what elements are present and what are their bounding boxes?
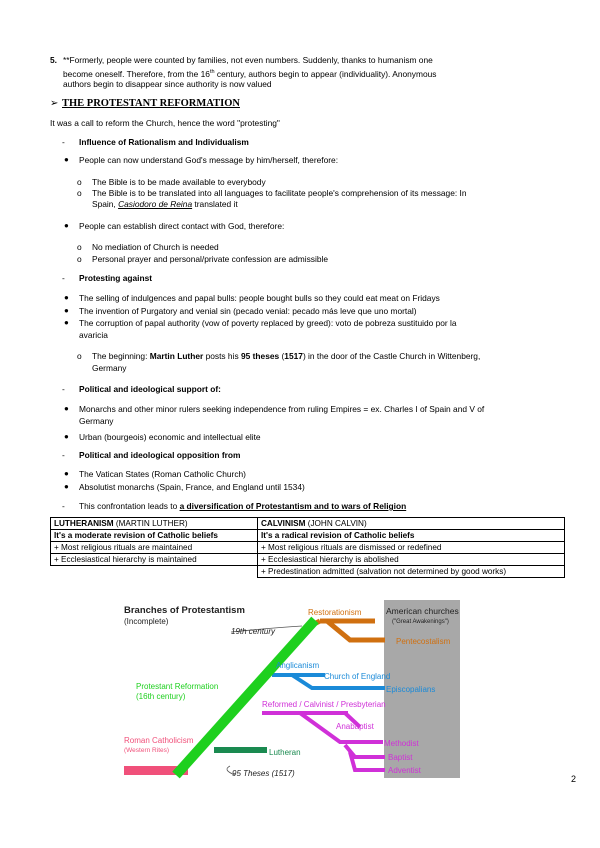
support-b1-line1: Monarchs and other minor rulers seeking independence from ruling Empires = ex. Charles I of Spain and V of [79, 404, 485, 414]
dash-icon: - [62, 501, 65, 511]
lutheran-label: Lutheran [269, 748, 301, 757]
table-cell: It's a moderate revision of Catholic beliefs [51, 530, 258, 542]
protesting-sub-line2: Germany [92, 363, 127, 373]
influence-title: Influence of Rationalism and Individualism [79, 137, 249, 147]
item-number: 5. [50, 55, 57, 65]
lutheran-bar [214, 747, 267, 753]
table-cell: + Most religious rituals are maintained [51, 542, 258, 554]
support-b2: Urban (bourgeois) economic and intellectual elite [79, 432, 261, 442]
great-awakenings-label: ("Great Awakenings") [392, 619, 449, 625]
bullet-icon: ● [64, 482, 69, 491]
adventist-label: Adventist [388, 766, 421, 775]
catholicism-label: Roman Catholicism [124, 736, 194, 745]
influence-b2-sub1: No mediation of Church is needed [92, 242, 219, 252]
protesting-b1: The selling of indulgences and papal bulls: people bought bulls so they could eat meat on Fridays [79, 293, 440, 303]
restorationism-branch [310, 621, 385, 640]
catholicism-rites-label: (Western Rites) [124, 747, 170, 754]
section-intro: It was a call to reform the Church, hence the word "protesting" [50, 118, 280, 128]
reformation-label: Protestant Reformation [136, 682, 219, 691]
circle-bullet-icon: o [77, 188, 82, 198]
opposition-b1: The Vatican States (Roman Catholic Church) [79, 469, 246, 479]
bullet-icon: ● [64, 469, 69, 478]
arrow-icon: ➢ [50, 98, 59, 109]
confrontation-text: This confrontation leads to a diversification of Protestantism and to wars of Religion [79, 501, 407, 511]
dash-icon: - [62, 137, 65, 147]
calvinism-header: CALVINISM (JOHN CALVIN) [258, 518, 565, 530]
influence-b1: People can now understand God's message by him/herself, therefore: [79, 155, 339, 165]
theses-label: 95 Theses (1517) [232, 769, 295, 778]
influence-b2: People can establish direct contact with God, therefore: [79, 221, 285, 231]
support-title: Political and ideological support of: [79, 384, 221, 394]
bullet-icon: ● [64, 318, 69, 327]
bullet-icon: ● [64, 221, 69, 230]
table-cell: + Most religious rituals are dismissed or redefined [258, 542, 565, 554]
american-churches-label: American churches [386, 606, 459, 616]
opposition-title: Political and ideological opposition from [79, 450, 241, 460]
protesting-b3-line1: The corruption of papal authority (vow of poverty replaced by greed): voto de pobreza sustituido por la [79, 318, 457, 328]
dash-icon: - [62, 450, 65, 460]
table-cell: + Predestination admitted (salvation not determined by good works) [258, 566, 565, 578]
item5-line2: become oneself. Therefore, from the 16th century, authors begin to appear (individuality). Anonymous [63, 68, 437, 79]
protesting-title: Protesting against [79, 273, 153, 283]
bullet-icon: ● [64, 432, 69, 441]
circle-bullet-icon: o [77, 242, 82, 252]
century19-label: 19th century [231, 627, 276, 636]
page-number: 2 [571, 774, 577, 784]
influence-b1-sub2-line2: Spain, Casiodoro de Reina translated it [92, 199, 238, 209]
table-cell: It's a radical revision of Catholic beliefs [258, 530, 565, 542]
pentecostalism-label: Pentecostalism [396, 637, 451, 646]
table-cell: + Ecclesiastical hierarchy is abolished [258, 554, 565, 566]
bullet-icon: ● [64, 155, 69, 164]
episcopalians-label: Episcopalians [386, 685, 436, 694]
circle-bullet-icon: o [77, 177, 82, 187]
casiodoro-link[interactable]: Casiodoro de Reina [118, 199, 193, 209]
lutheranism-header: LUTHERANISM (MARTIN LUTHER) [51, 518, 258, 530]
bullet-icon: ● [64, 404, 69, 413]
diagram-title: Branches of Protestantism [124, 605, 245, 616]
item5-line1: **Formerly, people were counted by families, not even numbers. Suddenly, thanks to humanism one [63, 55, 433, 65]
anglicanism-label: Anglicanism [276, 661, 320, 670]
support-b1-line2: Germany [79, 416, 114, 426]
diagram-subtitle: (Incomplete) [124, 617, 169, 626]
influence-b1-sub2-line1: The Bible is to be translated into all languages to facilitate people's comprehension of its message: In [92, 188, 467, 198]
dash-icon: - [62, 384, 65, 394]
bullet-icon: ● [64, 306, 69, 315]
influence-b1-sub1: The Bible is to be made available to everybody [92, 177, 266, 187]
reformation-century-label: (16th century) [136, 692, 186, 701]
opposition-b2: Absolutist monarchs (Spain, France, and England until 1534) [79, 482, 305, 492]
section-title: THE PROTESTANT REFORMATION [62, 98, 240, 109]
dash-icon: - [62, 273, 65, 283]
protesting-b3-line2: avaricia [79, 330, 108, 340]
anabaptist-label: Anabaptist [336, 722, 374, 731]
protesting-sub-line1: The beginning: Martin Luther posts his 95 theses (1517) in the door of the Castle Church in Wittenberg, [92, 351, 481, 361]
church-england-label: Church of England [324, 672, 391, 681]
circle-bullet-icon: o [77, 254, 82, 264]
circle-bullet-icon: o [77, 351, 82, 361]
protesting-b2: The invention of Purgatory and venial sin (pecado venial: pecado más leve que uno mortal) [79, 306, 417, 316]
reformed-label: Reformed / Calvinist / Presbyterian [262, 700, 386, 709]
methodist-label: Methodist [384, 739, 419, 748]
restorationism-label: Restorationism [308, 608, 362, 617]
influence-b2-sub2: Personal prayer and personal/private confession are admissible [92, 254, 329, 264]
item5-line3: authors begin to disappear since authority is now valued [63, 79, 272, 89]
bullet-icon: ● [64, 293, 69, 302]
baptist-label: Baptist [388, 753, 413, 762]
table-cell: + Ecclesiastical hierarchy is maintained [51, 554, 258, 566]
